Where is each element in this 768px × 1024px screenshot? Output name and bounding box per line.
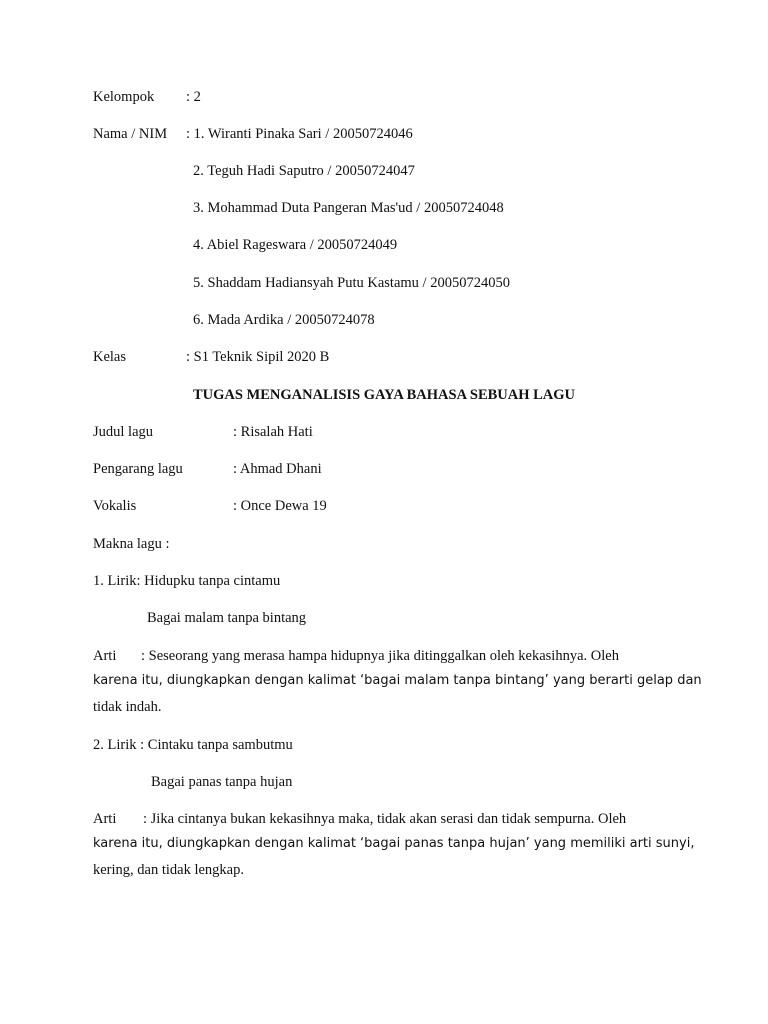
song-title-label: Judul lagu (93, 424, 154, 440)
group-row (93, 88, 201, 106)
member-2: 2. Teguh Hadi Saputro / 20050724047 (193, 163, 415, 179)
arti-2-label: Arti (93, 811, 117, 827)
group-value: : 2 (186, 89, 201, 105)
arti-2-text-1: : Jika cintanya bukan kekasihnya maka, tidak akan serasi dan tidak sempurna. Oleh (143, 811, 627, 827)
arti-1-line-1 (93, 647, 619, 665)
lyric-1-line-1: 1. Lirik: Hidupku tanpa cintamu (93, 573, 281, 589)
song-title-value: : Risalah Hati (233, 424, 313, 440)
member-5: 5. Shaddam Hadiansyah Putu Kastamu / 20050724050 (193, 275, 510, 291)
arti-1-text-1: : Seseorang yang merasa hampa hidupnya jika ditinggalkan oleh kekasihnya. Oleh (141, 648, 619, 664)
vocalist-value: : Once Dewa 19 (233, 498, 327, 514)
class-row (93, 348, 329, 366)
vocalist-label: Vokalis (93, 498, 137, 514)
arti-1-line-3: tidak indah. (93, 699, 162, 715)
class-label: Kelas (93, 349, 127, 365)
member-3: 3. Mohammad Duta Pangeran Mas'ud / 20050724048 (193, 200, 504, 216)
member-4: 4. Abiel Rageswara / 20050724049 (193, 237, 398, 253)
lyric-1-line-2: Bagai malam tanpa bintang (147, 610, 307, 626)
lyric-2-line-2: Bagai panas tanpa hujan (151, 774, 293, 790)
arti-2-line-3: kering, dan tidak lengkap. (93, 862, 244, 878)
arti-1-line-2: karena itu, diungkapkan dengan kalimat ‘bagai malam tanpa bintang’ yang berarti gelap dan (93, 673, 702, 688)
arti-2-line-1 (93, 810, 626, 828)
group-label: Kelompok (93, 89, 155, 105)
meaning-heading: Makna lagu : (93, 536, 170, 552)
lyric-2-line-1: 2. Lirik : Cintaku tanpa sambutmu (93, 737, 293, 753)
name-label: Nama / NIM (93, 126, 168, 142)
composer-label: Pengarang lagu (93, 461, 183, 477)
arti-1-label: Arti (93, 648, 117, 664)
document-title: TUGAS MENGANALISIS GAYA BAHASA SEBUAH LAGU (192, 387, 576, 403)
composer-row (93, 460, 322, 478)
member-1: : 1. Wiranti Pinaka Sari / 20050724046 (186, 126, 413, 142)
name-row (93, 125, 413, 143)
class-value: : S1 Teknik Sipil 2020 B (186, 349, 330, 365)
arti-2-line-2: karena itu, diungkapkan dengan kalimat ‘bagai panas tanpa hujan’ yang memiliki arti sunyi, (93, 836, 695, 851)
member-6: 6. Mada Ardika / 20050724078 (193, 312, 375, 328)
composer-value: : Ahmad Dhani (233, 461, 322, 477)
song-title-row (93, 423, 313, 441)
vocalist-row (93, 497, 327, 515)
